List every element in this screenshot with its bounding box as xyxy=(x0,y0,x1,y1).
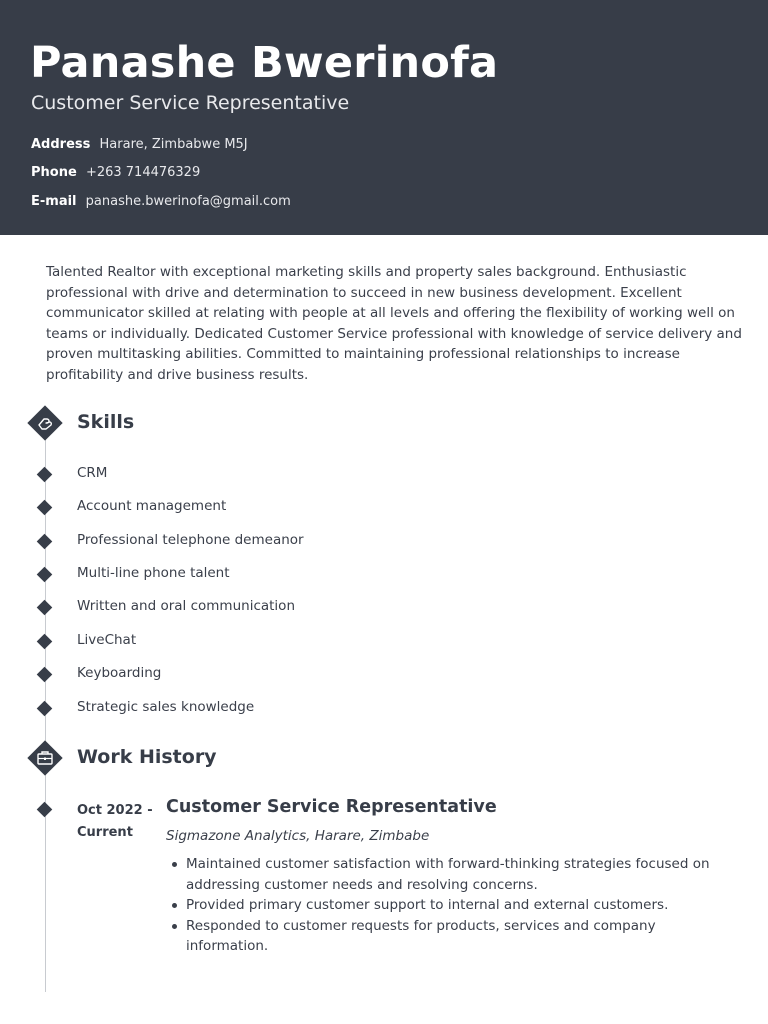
skill-item xyxy=(0,699,400,719)
contact-address xyxy=(31,137,248,152)
contact-phone-label: Phone xyxy=(31,165,77,180)
skill-label: Strategic sales knowledge xyxy=(77,699,255,715)
job-date-start: Oct 2022 - xyxy=(77,803,153,818)
contact-address-label: Address xyxy=(31,137,91,152)
job-company: Sigmazone Analytics, Harare, Zimbabe xyxy=(166,828,430,844)
skill-item xyxy=(0,465,400,485)
job-bullet: Provided primary customer support to internal and external customers. xyxy=(166,895,726,916)
candidate-title: Customer Service Representative xyxy=(31,92,350,114)
skill-item xyxy=(0,665,400,685)
professional-summary: Talented Realtor with exceptional marketing skills and property sales background. Enthusiastic professional with drive and determination to succeed in new business development. Excellent communicator skilled at relating with people at all levels and offering the flexibility of working well on teams or individually. Dedicated Customer Service professional with knowledge of service delivery and proven multitasking abilities. Committed to maintaining professional relationships to increase profitability and drive business results. xyxy=(46,264,742,383)
puzzle-icon xyxy=(26,404,64,442)
skill-item xyxy=(0,632,400,652)
job-bullet: Maintained customer satisfaction with forward-thinking strategies focused on addressing customer needs and resolving concerns. xyxy=(166,854,726,895)
job-dates xyxy=(77,800,157,844)
contact-phone xyxy=(31,165,200,180)
skill-item xyxy=(0,498,400,518)
skill-item xyxy=(0,532,400,552)
job-bullet: Responded to customer requests for products, services and company information. xyxy=(166,916,726,957)
job-title: Customer Service Representative xyxy=(166,797,497,817)
skill-item xyxy=(0,598,400,618)
diamond-bullet-icon xyxy=(37,467,53,483)
diamond-bullet-icon xyxy=(37,567,53,583)
contact-address-value: Harare, Zimbabwe M5J xyxy=(99,137,248,152)
job-date-end: Current xyxy=(77,825,133,840)
candidate-name: Panashe Bwerinofa xyxy=(30,38,499,88)
work-history-section-icon xyxy=(26,739,64,777)
skill-label: Written and oral communication xyxy=(77,598,295,614)
skills-section-icon xyxy=(26,404,64,442)
diamond-bullet-icon xyxy=(37,701,53,717)
skill-item xyxy=(0,565,400,585)
skill-label: LiveChat xyxy=(77,632,137,648)
job-responsibilities xyxy=(166,854,726,957)
skills-heading: Skills xyxy=(77,411,135,433)
diamond-bullet-icon xyxy=(37,667,53,683)
skill-label: Professional telephone demeanor xyxy=(77,532,304,548)
resume-header xyxy=(0,0,768,235)
contact-email-value[interactable]: panashe.bwerinofa@gmail.com xyxy=(85,194,291,209)
skill-label: Account management xyxy=(77,498,227,514)
briefcase-icon xyxy=(26,739,64,777)
contact-phone-value: +263 714476329 xyxy=(85,165,201,180)
skill-label: Multi-line phone talent xyxy=(77,565,230,581)
contact-email-label: E-mail xyxy=(31,194,77,209)
diamond-bullet-icon xyxy=(37,802,53,818)
skill-label: Keyboarding xyxy=(77,665,162,681)
diamond-bullet-icon xyxy=(37,534,53,550)
contact-email xyxy=(31,194,291,209)
work-history-heading: Work History xyxy=(77,746,217,768)
diamond-bullet-icon xyxy=(37,500,53,516)
diamond-bullet-icon xyxy=(37,634,53,650)
skill-label: CRM xyxy=(77,465,108,481)
diamond-bullet-icon xyxy=(37,600,53,616)
